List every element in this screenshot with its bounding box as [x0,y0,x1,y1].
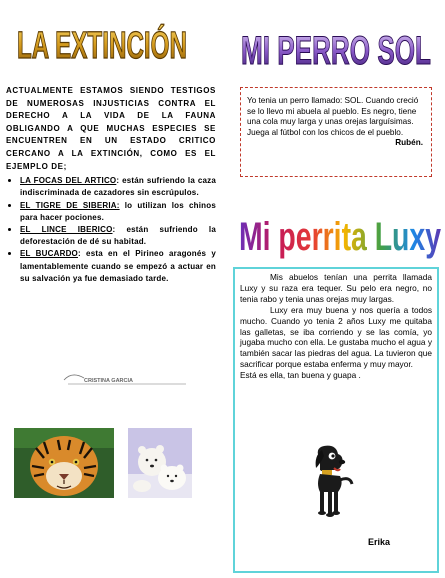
luxy-paragraph-3: Está es ella, tan buena y guapa . [240,370,361,381]
list-item: • LA FOCAS DEL ARTICO: están sufriendo la caza indiscriminada de cazadores sin escrúpulos. [20,175,216,199]
dog-cartoon-image [300,440,360,520]
extincion-article [6,85,216,285]
list-item: • EL TIGRE DE SIBERIA: lo utilizan los chinos para hacer pociones. [20,200,216,224]
mi-perro-sol-box [240,87,432,177]
author-ruben: Rubén. [395,138,423,148]
extincion-intro: ACTUALMENTE ESTAMOS SIENDO TESTIGOS DE NUMEROSAS INJUSTICIAS CONTRA EL DERECHO A LA VIDA DE LA FAUNA OBLIGANDO A QUE MUCHAS ESPECIES SE ENCUENTREN EN UN ESTADO CRITICO CERCANO A LA EXTINCIÓN, COMO ES EL EJEMPLO DE; [6,86,216,171]
mi-perro-sol-text: Yo tenia un perro llamado: SOL. Cuando creció se lo llevo mi abuela al pueblo. Es negro, tiene una cola muy larga y unas orejas larguísimas. Juega al fútbol con los chicos de el pueblo. [247,96,419,137]
polar-bears-image [128,428,192,498]
luxy-paragraph-2: Luxy era muy buena y nos quería a todos mucho. Cuando yo tenia 2 años Luxy me quitaba las galletas, se iba corriendo y se las comía, yo jugaba mucho con ella. Le gustaba mucho el agua y también sacar las piedras del agua. La tuvieron que sacrificar porque estaba enferma y muy mayor. [240,304,432,370]
mi-perrita-luxy-title-text: Mi perrita Luxy [239,215,442,259]
tiger-image [14,428,114,498]
la-extincion-title-text: LA EXTINCIÓN [17,25,284,67]
signature-text: CRISTINA GARCIA [84,378,133,384]
mi-perrita-luxy-title [238,206,443,262]
list-item: • EL LINCE IBERICO: están sufriendo la deforestación de dé su habitad. [20,224,216,248]
la-extincion-title [14,8,284,68]
list-item: • EL BUCARDO: esta en el Pirineo aragonés y lamentablemente cuando se empezó a actuar en su salvación ya fue demasiado tarde. [20,248,216,285]
species-list [6,175,216,285]
signature [62,370,190,388]
mi-perro-sol-title [238,12,434,74]
mi-perrita-luxy-box [233,267,439,573]
author-erika: Erika [368,537,391,547]
luxy-paragraph-1: Mis abuelos tenían una perrita llamada Luxy y su raza era tequer. Su pelo era negro, no tenia rabo y tenia unas orejas muy largas. [240,272,432,304]
mi-perro-sol-title-text: MI PERRO SOL [241,29,431,73]
